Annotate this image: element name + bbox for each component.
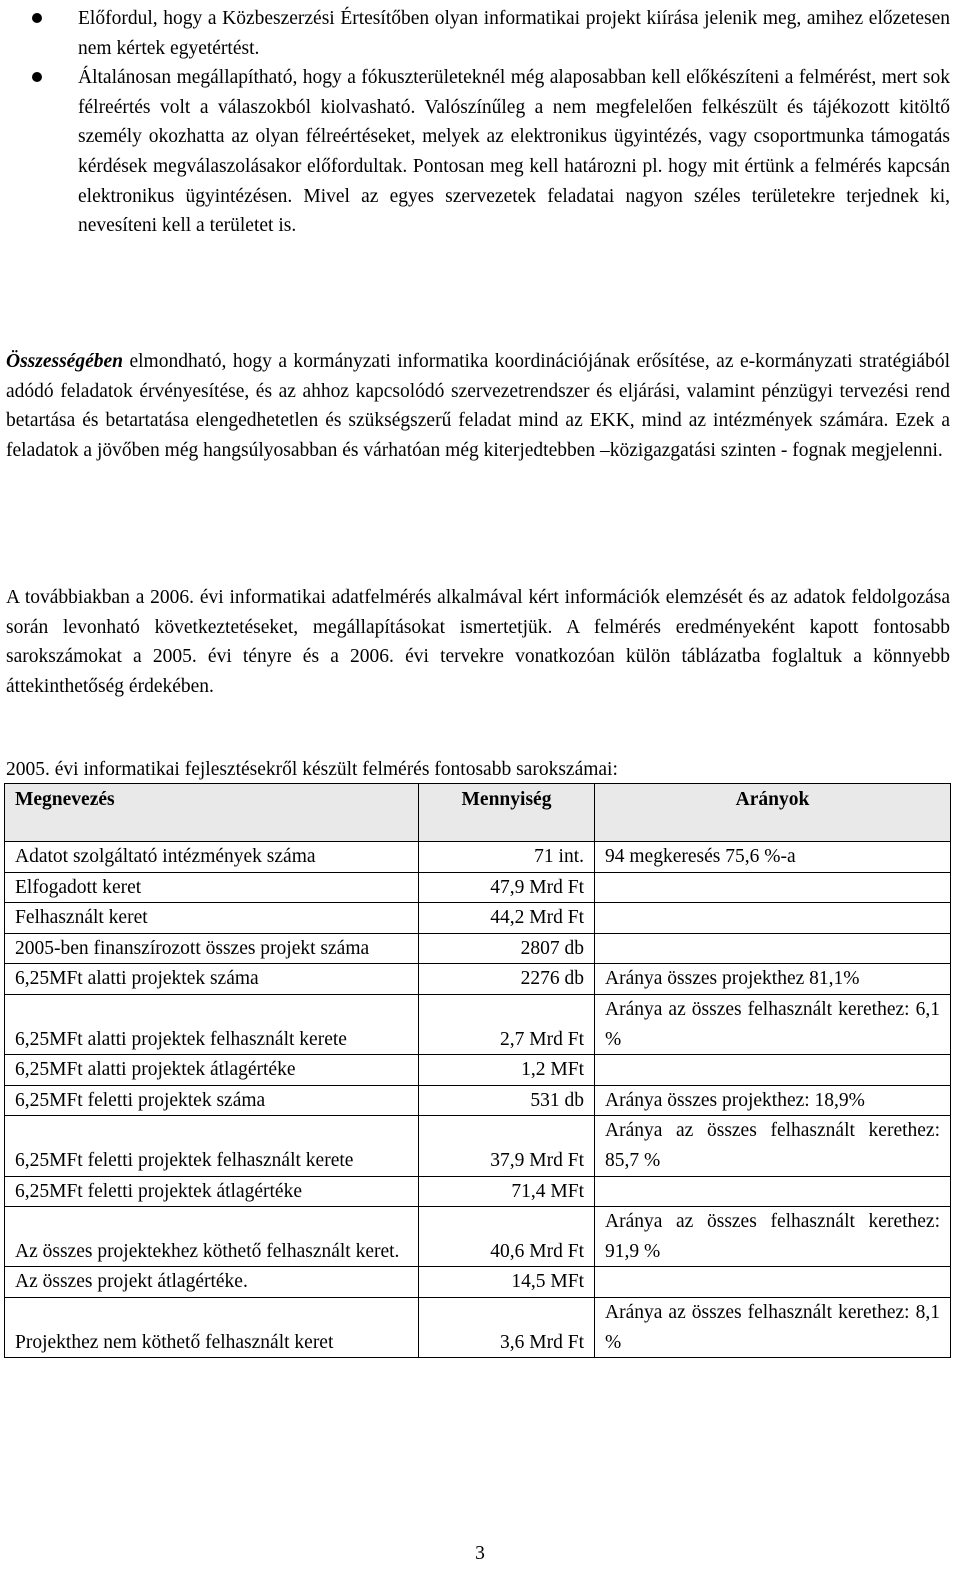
ratio-cell: Aránya az összes felhasznált kerethez: 91,9 % [595, 1207, 951, 1267]
ratio-cell: Aránya az összes felhasznált kerethez: 8,1 % [595, 1297, 951, 1357]
ratio-cell: Aránya az összes felhasznált kerethez: 6,1 % [595, 994, 951, 1054]
name-cell: 6,25MFt feletti projektek felhasznált kerete [5, 1116, 419, 1176]
bullet-text: Előfordul, hogy a Közbeszerzési Értesítőben olyan informatikai projekt kiírása jelenik meg, amihez előzetesen nem kértek egyetértést. [78, 8, 950, 59]
statistics-table [4, 783, 951, 1358]
name-cell: Projekthez nem köthető felhasznált keret [5, 1297, 419, 1357]
bullet-item [6, 4, 950, 63]
ratio-cell [595, 903, 951, 934]
quantity-cell: 2807 db [419, 933, 595, 964]
name-cell: 6,25MFt alatti projektek felhasznált kerete [5, 994, 419, 1054]
quantity-cell: 3,6 Mrd Ft [419, 1297, 595, 1357]
table-row [5, 1116, 951, 1176]
bullet-list [6, 4, 950, 241]
bullet-text: Általánosan megállapítható, hogy a fókuszterületeknél még alaposabban kell előkészíteni a felmérést, mert sok félreértés volt a válaszokból kiolvasható. Valószínűleg a nem megfelelően felkészült és tájékozott kitöltő személy okozhatta az olyan félreértéseket, melyek az elektronikus ügyintézés, vagy csoportmunka támogatás kérdések megválaszolásakor előfordultak. Pontosan meg kell határozni pl. hogy mit értünk a felmérés kapcsán elektronikus ügyintézésen. Mivel az egyes szervezetek feladatai nagyon széles területekre terjednek ki, nevesíteni kell a területet is. [78, 67, 950, 237]
ratio-cell [595, 933, 951, 964]
ratio-cell: 94 megkeresés 75,6 %-a [595, 842, 951, 873]
quantity-cell: 1,2 MFt [419, 1055, 595, 1086]
name-cell: 6,25MFt alatti projektek száma [5, 964, 419, 995]
quantity-cell: 531 db [419, 1085, 595, 1116]
quantity-cell: 47,9 Mrd Ft [419, 872, 595, 903]
page-number: 3 [475, 1543, 485, 1564]
header-cell: Megnevezés [5, 784, 419, 842]
table-row [5, 1207, 951, 1267]
table-row [5, 872, 951, 903]
summary-paragraph [6, 347, 950, 465]
ratio-cell: Aránya az összes felhasznált kerethez: 85,7 % [595, 1116, 951, 1176]
table-row [5, 903, 951, 934]
quantity-cell: 71,4 MFt [419, 1176, 595, 1207]
name-cell: 6,25MFt alatti projektek átlagértéke [5, 1055, 419, 1086]
name-cell: Elfogadott keret [5, 872, 419, 903]
header-cell: Mennyiség [419, 784, 595, 842]
ratio-cell: Aránya összes projekthez 81,1% [595, 964, 951, 995]
quantity-cell: 44,2 Mrd Ft [419, 903, 595, 934]
quantity-cell: 40,6 Mrd Ft [419, 1207, 595, 1267]
intro-paragraph: A továbbiakban a 2006. évi informatikai adatfelmérés alkalmával kért információk elemzését és az adatok feldolgozása során levonható következtetéseket, megállapításokat ismertetjük. A felmérés eredményeként kapott fontosabb sarokszámokat a 2005. évi tényre és a 2006. évi tervekre vonatkozóan külön táblázatba foglaltuk a könnyebb áttekinthetőség érdekében. [6, 587, 950, 697]
quantity-cell: 2276 db [419, 964, 595, 995]
table-row [5, 964, 951, 995]
quantity-cell: 2,7 Mrd Ft [419, 994, 595, 1054]
table-row [5, 1267, 951, 1298]
header-cell: Arányok [595, 784, 951, 842]
table-header-row [5, 784, 951, 842]
name-cell: Az összes projekt átlagértéke. [5, 1267, 419, 1298]
ratio-cell [595, 1267, 951, 1298]
table-row [5, 1176, 951, 1207]
name-cell: Felhasznált keret [5, 903, 419, 934]
ratio-cell [595, 872, 951, 903]
table-row [5, 1297, 951, 1357]
name-cell: 2005-ben finanszírozott összes projekt száma [5, 933, 419, 964]
table-row [5, 842, 951, 873]
table-row [5, 933, 951, 964]
table-row [5, 1085, 951, 1116]
ratio-cell [595, 1055, 951, 1086]
summary-text: elmondható, hogy a kormányzati informatika koordinációjának erősítése, az e-kormányzati stratégiából adódó feladatok érvényesítése, és az ahhoz kapcsolódó szervezetrendszer és eljárási, valamint pénzügyi tervezési rend betartása és betartatása elengedhetetlen és szükségszerű feladat mind az EKK, mind az intézmények számára. Ezek a feladatok a jövőben még hangsúlyosabban és várhatóan még kiterjedtebben –közigazgatási szinten - fognak megjelenni. [6, 351, 950, 461]
name-cell: Az összes projektekhez köthető felhasznált keret. [5, 1207, 419, 1267]
name-cell: 6,25MFt feletti projektek átlagértéke [5, 1176, 419, 1207]
table-row [5, 994, 951, 1054]
ratio-cell [595, 1176, 951, 1207]
bullet-dot-icon [32, 72, 42, 82]
table-title: 2005. évi informatikai fejlesztésekről készült felmérés fontosabb sarokszámai: [6, 759, 618, 780]
quantity-cell: 37,9 Mrd Ft [419, 1116, 595, 1176]
bullet-dot-icon [32, 13, 42, 23]
quantity-cell: 14,5 MFt [419, 1267, 595, 1298]
name-cell: 6,25MFt feletti projektek száma [5, 1085, 419, 1116]
table-row [5, 1055, 951, 1086]
name-cell: Adatot szolgáltató intézmények száma [5, 842, 419, 873]
bullet-item [6, 63, 950, 241]
quantity-cell: 71 int. [419, 842, 595, 873]
ratio-cell: Aránya összes projekthez: 18,9% [595, 1085, 951, 1116]
summary-lead: Összességében [6, 351, 123, 372]
